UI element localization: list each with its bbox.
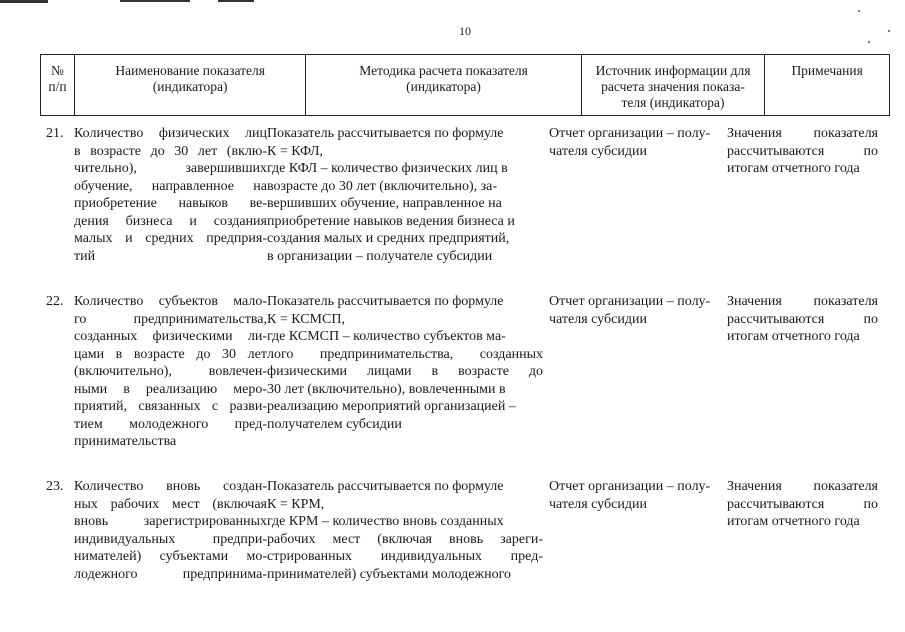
text-line: чателя субсидии (549, 496, 647, 512)
header-cell-notes (765, 55, 889, 115)
text-line: получателем субсидии (267, 416, 402, 432)
text-line: принимательства (74, 434, 177, 449)
table-header (40, 54, 890, 116)
header-text: Источник информации для (595, 63, 751, 78)
header-cell-number (41, 55, 75, 115)
text-line: рассчитываются по (727, 143, 878, 159)
text-line: лого предпринимательства, созданных (267, 346, 543, 362)
text-line: Значения показателя (727, 479, 878, 494)
header-text: № (51, 63, 64, 78)
text-line: приобретение навыков ве- (74, 196, 267, 211)
text-line: реализацию мероприятий организацией – (267, 399, 516, 414)
text-line: Отчет организации – полу- (549, 126, 711, 141)
text-line: создания малых и средних предприятий, (267, 231, 510, 246)
text-line: (включительно), вовлечен- (74, 364, 267, 379)
header-text: Наименование показателя (115, 63, 265, 78)
header-cell-source (582, 55, 766, 115)
text-line: вершивших обучение, направленное на (267, 196, 502, 211)
scan-speck (858, 10, 860, 12)
indicator-name (74, 478, 267, 583)
row-number: 22. (46, 294, 64, 309)
text-line: итогам отчетного года (727, 161, 860, 176)
text-line: рабочих мест (включая вновь зареги- (267, 531, 543, 547)
text-line: Отчет организации – полу- (549, 294, 711, 309)
text-line: дения бизнеса и создания (74, 213, 267, 229)
information-source (543, 125, 727, 265)
row-number: 23. (46, 479, 64, 494)
text-line: К = КРМ, (267, 496, 325, 512)
text-line: возрасте до 30 лет (включительно), за- (267, 178, 498, 194)
text-line: где КФЛ – количество физических лиц в (267, 161, 508, 176)
table-row (40, 125, 890, 265)
text-line: итогам отчетного года (727, 329, 860, 344)
text-line: нимателей) субъектами мо- (74, 549, 267, 564)
header-text: теля (индикатора) (621, 95, 725, 110)
text-line: Показатель рассчитывается по формуле (267, 126, 504, 141)
information-source (543, 478, 727, 583)
text-line: обучение, направленное на (74, 178, 267, 194)
top-scan-rule-middle (120, 0, 190, 2)
text-line: приобретение навыков ведения бизнеса и (267, 213, 515, 229)
text-line: чателя субсидии (549, 311, 647, 327)
notes (727, 293, 878, 451)
calculation-method (267, 478, 543, 583)
header-cell-method (306, 55, 581, 115)
table-row (40, 293, 890, 451)
text-line: ными в реализацию меро- (74, 381, 267, 397)
calculation-method (267, 293, 543, 451)
text-line: Количество физических лиц (74, 126, 267, 141)
calculation-method (267, 125, 543, 265)
text-line: принимателей) субъектами молодежного (267, 566, 511, 582)
text-line: созданных физическими ли- (74, 329, 267, 344)
scan-speck (868, 41, 870, 43)
text-line: тием молодежного пред- (74, 416, 267, 432)
header-text: (индикатора) (152, 79, 228, 94)
text-line: стрированных индивидуальных пред- (267, 549, 543, 564)
text-line: где КСМСП – количество субъектов ма- (267, 329, 506, 344)
header-text: расчета значения показа- (601, 79, 745, 94)
text-line: вновь зарегистрированных (74, 514, 267, 529)
text-line: в возрасте до 30 лет (вклю- (74, 143, 267, 159)
indicator-name (74, 125, 267, 265)
text-line: К = КСМСП, (267, 311, 345, 327)
header-text: п/п (48, 79, 67, 94)
text-line: приятий, связанных с разви- (74, 399, 267, 414)
header-text: Методика расчета показателя (359, 63, 528, 78)
indicator-name (74, 293, 267, 451)
text-line: физическими лицами в возрасте до (267, 364, 543, 379)
text-line: в организации – получателе субсидии (267, 248, 493, 264)
text-line: тий (74, 248, 96, 264)
text-line: К = КФЛ, (267, 143, 323, 159)
row-number: 21. (46, 126, 64, 141)
text-line: чателя субсидии (549, 143, 647, 159)
text-line: Показатель рассчитывается по формуле (267, 479, 504, 494)
text-line: малых и средних предприя- (74, 231, 267, 246)
notes (727, 125, 878, 265)
text-line: Значения показателя (727, 294, 878, 309)
text-line: Количество субъектов мало- (74, 294, 267, 309)
header-cell-indicator-name (75, 55, 306, 115)
text-line: где КРМ – количество вновь созданных (267, 514, 504, 529)
header-text: Примечания (791, 63, 863, 78)
text-line: чительно), завершивших (74, 161, 267, 176)
text-line: Отчет организации – полу- (549, 479, 711, 494)
text-line: итогам отчетного года (727, 514, 860, 529)
text-line: рассчитываются по (727, 311, 878, 327)
header-text: (индикатора) (406, 79, 481, 94)
text-line: Значения показателя (727, 126, 878, 141)
text-line: индивидуальных предпри- (74, 531, 267, 547)
notes (727, 478, 878, 583)
text-line: Показатель рассчитывается по формуле (267, 294, 504, 309)
text-line: рассчитываются по (727, 496, 878, 512)
top-scan-rule-left (0, 0, 48, 3)
page-number: 10 (459, 24, 471, 38)
text-line: го предпринимательства, (74, 311, 267, 327)
top-scan-rule-right (218, 0, 254, 2)
text-line: цами в возрасте до 30 лет (74, 346, 267, 362)
text-line: лодежного предпринима- (74, 566, 267, 582)
information-source (543, 293, 727, 451)
text-line: 30 лет (включительно), вовлеченными в (267, 381, 506, 397)
text-line: ных рабочих мест (включая (74, 496, 267, 512)
text-line: Количество вновь создан- (74, 479, 267, 494)
table-row (40, 478, 890, 583)
